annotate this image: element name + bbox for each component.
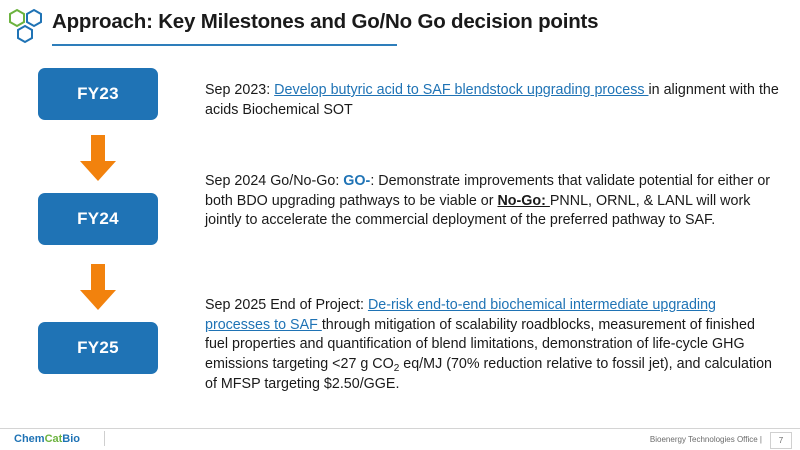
timeline-box-fy23 (38, 68, 158, 120)
milestone-text-fy23 (205, 81, 780, 120)
milestone-rest: PNNL, ORNL, & LANL will work jointly to accelerate the commercial deployment of the preferred pathway to SAF. (205, 192, 751, 228)
wordmark-chem: Chem (14, 433, 45, 445)
wordmark-cat: Cat (44, 433, 63, 445)
milestone-lead: Sep 2025 End of Project: (205, 297, 368, 313)
go-label: GO- (343, 173, 371, 189)
page-number: 7 (770, 432, 792, 449)
timeline-box-fy25 (38, 322, 158, 374)
timeline-box-label: FY23 (77, 84, 119, 103)
milestone-link[interactable]: De-risk end-to-end biochemical intermediate upgrading processes to SAF (205, 297, 717, 333)
no-go-label: No-Go: (497, 192, 550, 209)
subscript-two: 2 (393, 362, 400, 374)
milestone-lead: Sep 2024 Go/No-Go: (205, 173, 344, 189)
milestone-text-fy24 (205, 172, 780, 231)
footer-separator (104, 431, 105, 446)
timeline-box-fy24 (38, 193, 158, 245)
milestone-text-fy25 (205, 296, 780, 395)
milestone-rest: in alignment with the acids Biochemical SOT (205, 82, 779, 118)
down-arrow-icon (78, 264, 118, 312)
chemcatbio-wordmark (14, 433, 80, 445)
page-title: Approach: Key Milestones and Go/No Go decision points (52, 10, 599, 33)
milestone-rest-b: eq/MJ (70% reduction relative to fossil jet), and calculation of MFSP targeting $2.50/GGE. (205, 355, 773, 392)
footer-office-label: Bioenergy Technologies Office | (649, 435, 762, 444)
milestone-rest-a: through mitigation of scalability roadblocks, measurement of finished fuel properties and quantification of blend limitations, demonstration of life-cycle GHG emissions targeting <27 g CO (205, 316, 755, 372)
footer-divider (0, 428, 800, 429)
milestone-lead: Sep 2023: (205, 82, 275, 98)
down-arrow-icon (78, 135, 118, 183)
timeline-box-label: FY24 (77, 209, 119, 228)
timeline-box-label: FY25 (77, 338, 119, 357)
wordmark-bio: Bio (62, 433, 81, 445)
milestone-link[interactable]: Develop butyric acid to SAF blendstock upgrading process (274, 82, 649, 98)
milestone-mid: : Demonstrate improvements that validate potential for either or both BDO upgrading pathways to be viable or (205, 173, 771, 209)
chemcatbio-hex-logo (8, 8, 46, 46)
title-underline-rule (52, 44, 397, 46)
